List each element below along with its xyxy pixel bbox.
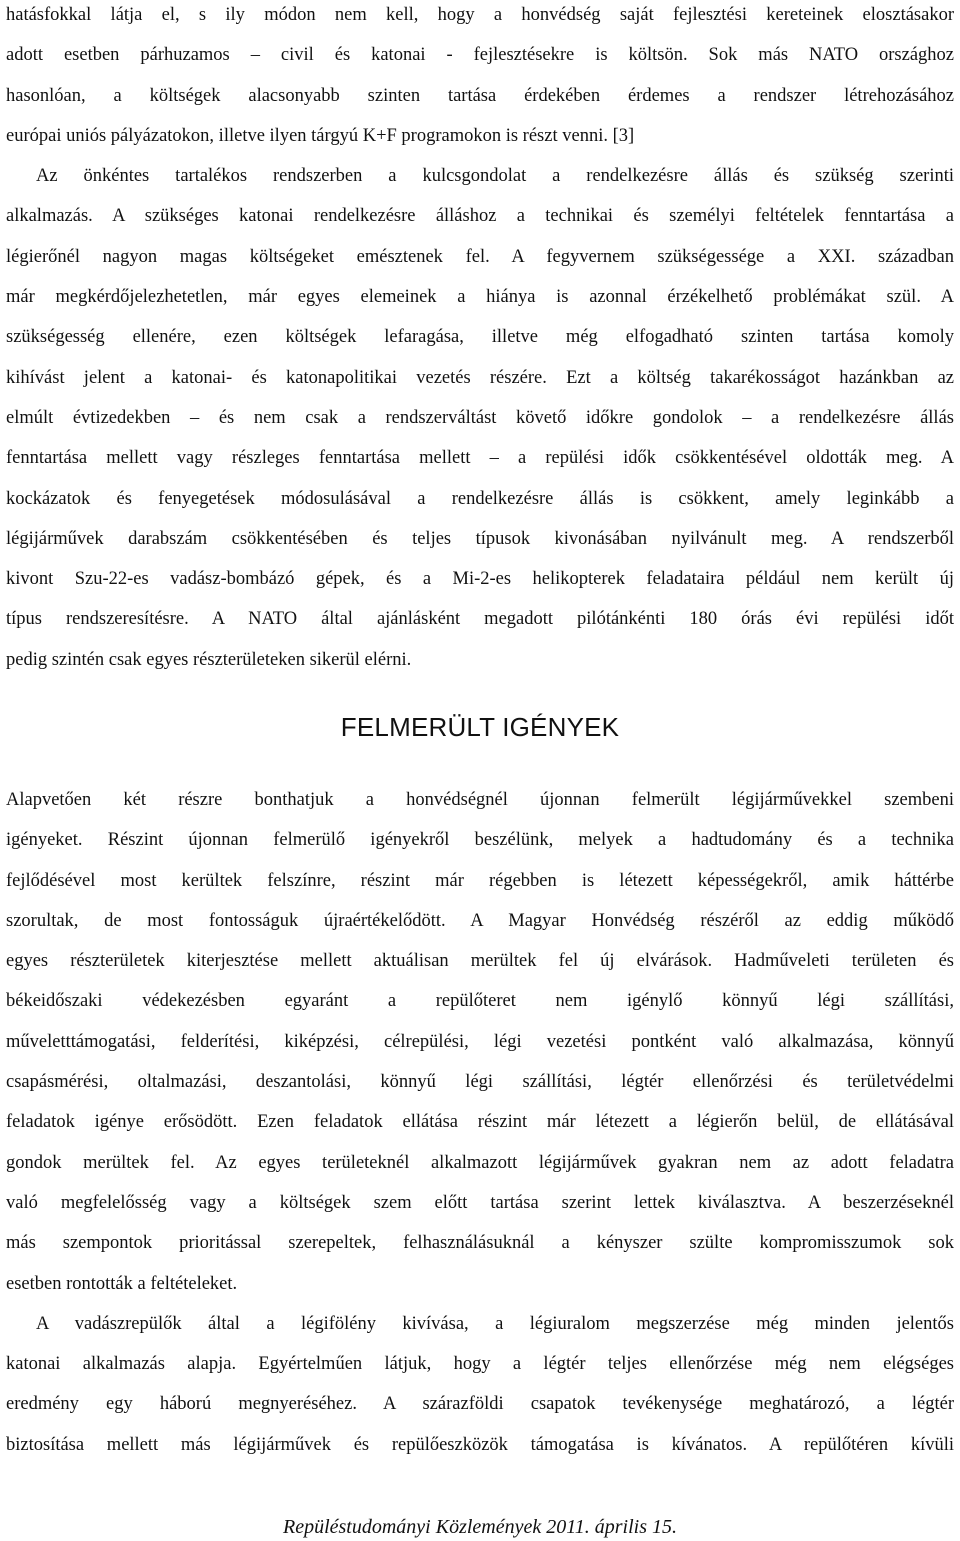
text-line: elmúlt évtizedekben – és nem csak a rendszerváltást követő időkre gondolok – a rendelkezésre állás	[6, 407, 954, 428]
text-line: adott esetben párhuzamos – civil és katonai - fejlesztésekre is költsön. Sok más NATO országhoz	[6, 45, 954, 66]
text-line: fejlődésével most kerültek felszínre, részint már régebben is létezett képességekről, amik háttérbe	[6, 870, 954, 891]
text-line: pedig szintén csak egyes részterületeken sikerül elérni.	[6, 649, 412, 670]
text-line: békeidőszaki védekezésben egyaránt a repülőteret nem igénylő könnyű légi szállítási,	[6, 991, 954, 1012]
text-line: már megkérdőjelezhetetlen, már egyes elemeinek a hiánya is azonnal érzékelhető problémákat szül. A	[6, 287, 954, 308]
page-footer: Repüléstudományi Közlemények 2011. április 15.	[282, 1516, 677, 1538]
text-line: Az önkéntes tartalékos rendszerben a kulcsgondolat a rendelkezésre állás és szükség szerinti	[36, 166, 954, 187]
text-line: kivont Szu-22-es vadász-bombázó gépek, és a Mi-2-es helikopterek feladataira például nem került új	[6, 569, 954, 590]
text-line: más szempontok prioritással szerepeltek, felhasználásuknál a kényszer szülte kompromisszumok sok	[6, 1233, 954, 1254]
text-line: biztosítása mellett más légijárművek és repülőeszközök támogatása is kívánatos. A repülőtéren kívüli	[6, 1434, 954, 1455]
text-line: való megfelelősség vagy a költségek szem előtt tartása szerint lettek kiválasztva. A beszerzéseknél	[6, 1192, 954, 1213]
text-line: eredmény egy háború megnyeréséhez. A szárazföldi csapatok tevékenysége meghatározó, a légtér	[6, 1394, 954, 1415]
text-line: esetben rontották a feltételeket.	[6, 1273, 238, 1294]
body-section-2	[6, 780, 954, 1465]
text-line: Alapvetően két részre bonthatjuk a honvédségnél újonnan felmerült légijárművekkel szembeni	[6, 790, 954, 810]
text-line: hatásfokkal látja el, s ily módon nem kell, hogy a honvédség saját fejlesztési kereteinek elosztásakor	[6, 5, 954, 25]
text-line: kockázatok és fenyegetések módosulásával a rendelkezésre állás is csökkent, amely leginkább a	[6, 488, 954, 509]
text-line: európai uniós pályázatokon, illetve ilyen tárgyú K+F programokon is részt venni. [3]	[6, 125, 635, 146]
text-line: feladatok igénye erősödött. Ezen feladatok ellátása részint már létezett a légierőn belül, de ellátásával	[6, 1112, 954, 1133]
text-line: igényeket. Részint újonnan felmerülő igényekről beszélünk, melyek a hadtudomány és a technika	[6, 830, 954, 851]
section-heading: FELMERÜLT IGÉNYEK	[340, 712, 620, 742]
text-line: típus rendszeresítésre. A NATO által ajánlásként megadott pilótánkénti 180 órás évi repülési időt	[6, 609, 954, 630]
text-line: műveletttámogatási, felderítési, kiképzési, célrepülési, légi vezetési pontként való alkalmazása, könnyű	[6, 1031, 954, 1052]
text-line: katonai alkalmazás alapja. Egyértelműen látjuk, hogy a légtér teljes ellenőrzése még nem elégséges	[6, 1354, 954, 1375]
text-line: alkalmazás. A szükséges katonai rendelkezésre álláshoz a technikai és személyi feltételek fenntartása a	[6, 206, 954, 227]
text-line: kihívást jelent a katonai- és katonapolitikai vezetés részére. Ezt a költség takarékosságot hazánkban az	[6, 367, 954, 388]
body-section-1	[6, 0, 954, 680]
text-line: légijárművek darabszám csökkentésében és teljes típusok kivonásában nyilvánult meg. A rendszerből	[6, 528, 954, 549]
text-line: csapásmérési, oltalmazási, deszantolási, könnyű légi szállítási, légtér ellenőrzési és területvédelmi	[6, 1072, 954, 1093]
text-line: egyes részterületek kiterjesztése mellett aktuálisan merültek fel új elvárások. Hadműveleti területen és	[6, 951, 954, 972]
text-line: légierőnél nagyon magas költségeket emésztenek fel. A fegyvernem szükségessége a XXI. században	[6, 246, 954, 267]
text-line: szükségesség ellenére, ezen költségek lefaragása, illetve még elfogadható szinten tartása komoly	[6, 327, 954, 348]
text-line: A vadászrepülők által a légifölény kivívása, a légiuralom megszerzése még minden jelentős	[36, 1313, 954, 1334]
text-line: gondok merültek fel. Az egyes területeknél alkalmazott légijárművek gyakran nem az adott feladatra	[6, 1152, 954, 1173]
text-line: fenntartása mellett vagy részleges fenntartása mellett – a repülési idők csökkentésével oldották meg. A	[6, 448, 954, 469]
text-line: hasonlóan, a költségek alacsonyabb szinten tartása érdekében érdemes a rendszer létrehozásához	[6, 85, 954, 106]
text-line: szorultak, de most fontosságuk újraértékelődött. A Magyar Honvédség részéről az eddig működő	[6, 910, 954, 931]
